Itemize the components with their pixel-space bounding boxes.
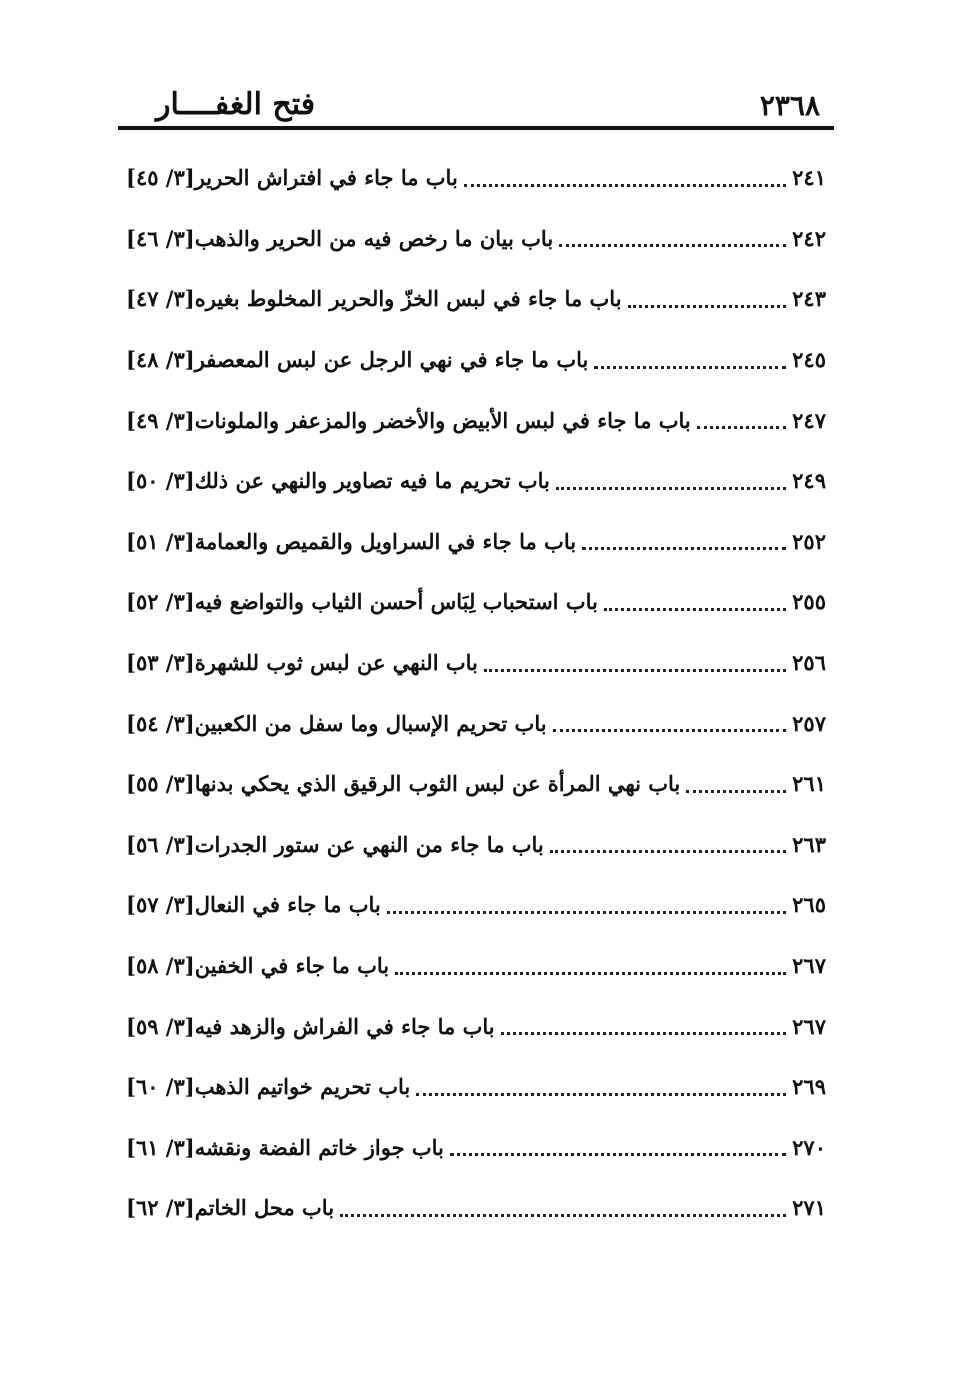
toc-entry-page: ٢٥٦: [792, 650, 826, 676]
toc-entry: [120, 330, 826, 391]
toc-entry-ref: [٣/ ٦٠]: [126, 1074, 195, 1100]
toc-leader-dots: [395, 972, 786, 975]
toc-entry-title: باب تحريم خواتيم الذهب: [194, 1074, 411, 1100]
toc-entry-ref: [٣/ ٥٦]: [126, 831, 195, 857]
toc-entry-title: باب ما جاء في لبس الأبيض والأخضر والمزعفر والملونات: [194, 407, 691, 433]
toc-entry-title: باب النهي عن لبس ثوب للشهرة: [194, 650, 478, 676]
toc-entry: [120, 1118, 826, 1179]
toc-leader-dots: [604, 608, 786, 611]
toc-entry: [120, 1178, 826, 1239]
toc-entry: [120, 693, 826, 754]
toc-entry: [120, 512, 826, 573]
toc-leader-dots: [594, 366, 786, 369]
toc-leader-dots: [556, 487, 786, 490]
toc-entry: [120, 815, 826, 876]
toc-entry-page: ٢٧٠: [792, 1134, 826, 1160]
toc-entry-ref: [٣/ ٥١]: [126, 528, 195, 554]
toc-entry: [120, 269, 826, 330]
toc-entry-title: باب ما جاء في لبس الخزّ والحرير المخلوط بغيره: [194, 286, 622, 312]
toc-entry-ref: [٣/ ٤٦]: [126, 225, 195, 251]
toc-leader-dots: [464, 184, 786, 187]
toc-entry-page: ٢٤١: [792, 165, 826, 191]
toc-entry-ref: [٣/ ٤٩]: [126, 407, 195, 433]
toc-entry-page: ٢٤٧: [792, 407, 826, 433]
header-divider: [118, 126, 834, 130]
toc-entry-ref: [٣/ ٦٢]: [126, 1195, 195, 1221]
toc-leader-dots: [450, 1153, 786, 1156]
toc-leader-dots: [553, 729, 787, 732]
toc-entry-title: باب ما جاء في افتراش الحرير: [194, 165, 458, 191]
toc-entry-ref: [٣/ ٥٠]: [126, 468, 195, 494]
toc-entry-ref: [٣/ ٤٧]: [126, 286, 195, 312]
toc-leader-dots: [416, 1093, 786, 1096]
toc-entry-title: باب ما جاء في النعال: [194, 892, 381, 918]
toc-leader-dots: [484, 669, 786, 672]
toc-entry-page: ٢٦٧: [792, 1013, 826, 1039]
toc-entry-title: باب ما جاء في نهي الرجل عن لبس المعصفر: [194, 347, 589, 373]
toc-entry: [120, 572, 826, 633]
toc-entry-page: ٢٥٢: [792, 528, 826, 554]
toc-entry-page: ٢٤٩: [792, 468, 826, 494]
toc-entry: [120, 633, 826, 694]
table-of-contents: [120, 148, 826, 1239]
toc-entry-title: باب ما جاء من النهي عن ستور الجدرات: [194, 831, 544, 857]
toc-entry-page: ٢٦٩: [792, 1074, 826, 1100]
toc-entry-title: باب تحريم الإسبال وما سفل من الكعبين: [194, 710, 547, 736]
toc-entry-ref: [٣/ ٥٨]: [126, 953, 195, 979]
toc-entry-ref: [٣/ ٥٢]: [126, 589, 195, 615]
toc-entry: [120, 209, 826, 270]
toc-entry-title: باب جواز خاتم الفضة ونقشه: [194, 1134, 444, 1160]
toc-entry-page: ٢٤٢: [792, 225, 826, 251]
book-title: فتح الغفــــار: [156, 87, 316, 122]
toc-entry-ref: [٣/ ٥٧]: [126, 892, 195, 918]
page-number: ٢٣٦٨: [759, 89, 820, 122]
toc-entry-title: باب استحباب لِبَاس أحسن الثياب والتواضع فيه: [194, 589, 598, 615]
toc-entry-page: ٢٤٣: [792, 286, 826, 312]
toc-entry-ref: [٣/ ٤٥]: [126, 165, 195, 191]
toc-leader-dots: [501, 1032, 787, 1035]
toc-entry-title: باب ما جاء في السراويل والقميص والعمامة: [194, 528, 577, 554]
toc-entry-page: ٢٥٥: [792, 589, 826, 615]
page-header: [120, 84, 832, 128]
toc-leader-dots: [686, 790, 786, 793]
toc-entry-page: ٢٤٥: [792, 347, 826, 373]
toc-entry-title: باب تحريم ما فيه تصاوير والنهي عن ذلك: [194, 468, 550, 494]
toc-entry: [120, 148, 826, 209]
toc-entry-page: ٢٧١: [792, 1195, 826, 1221]
toc-entry-title: باب بيان ما رخص فيه من الحرير والذهب: [194, 225, 554, 251]
toc-entry: [120, 996, 826, 1057]
toc-entry-ref: [٣/ ٦١]: [126, 1134, 195, 1160]
toc-entry: [120, 875, 826, 936]
toc-entry-title: باب نهي المرأة عن لبس الثوب الرقيق الذي يحكي بدنها: [194, 771, 681, 797]
toc-leader-dots: [628, 305, 787, 308]
toc-entry-ref: [٣/ ٥٩]: [126, 1013, 195, 1039]
toc-entry: [120, 754, 826, 815]
toc-entry-title: باب ما جاء في الفراش والزهد فيه: [194, 1013, 495, 1039]
toc-entry-page: ٢٦٥: [792, 892, 826, 918]
toc-leader-dots: [387, 911, 786, 914]
toc-entry: [120, 390, 826, 451]
toc-entry: [120, 936, 826, 997]
toc-entry-page: ٢٥٧: [792, 710, 826, 736]
toc-leader-dots: [697, 426, 786, 429]
toc-leader-dots: [582, 547, 786, 550]
toc-leader-dots: [340, 1214, 786, 1217]
toc-leader-dots: [550, 850, 786, 853]
toc-entry-page: ٢٦٣: [792, 831, 826, 857]
toc-entry: [120, 451, 826, 512]
toc-entry-title: باب محل الخاتم: [194, 1195, 335, 1221]
toc-entry-page: ٢٦١: [792, 771, 826, 797]
toc-entry-ref: [٣/ ٥٣]: [126, 650, 195, 676]
toc-entry-page: ٢٦٧: [792, 953, 826, 979]
toc-entry-ref: [٣/ ٥٤]: [126, 710, 195, 736]
toc-entry-title: باب ما جاء في الخفين: [194, 953, 390, 979]
toc-entry-ref: [٣/ ٤٨]: [126, 347, 195, 373]
toc-entry-ref: [٣/ ٥٥]: [126, 771, 195, 797]
toc-leader-dots: [559, 244, 786, 247]
toc-entry: [120, 1057, 826, 1118]
